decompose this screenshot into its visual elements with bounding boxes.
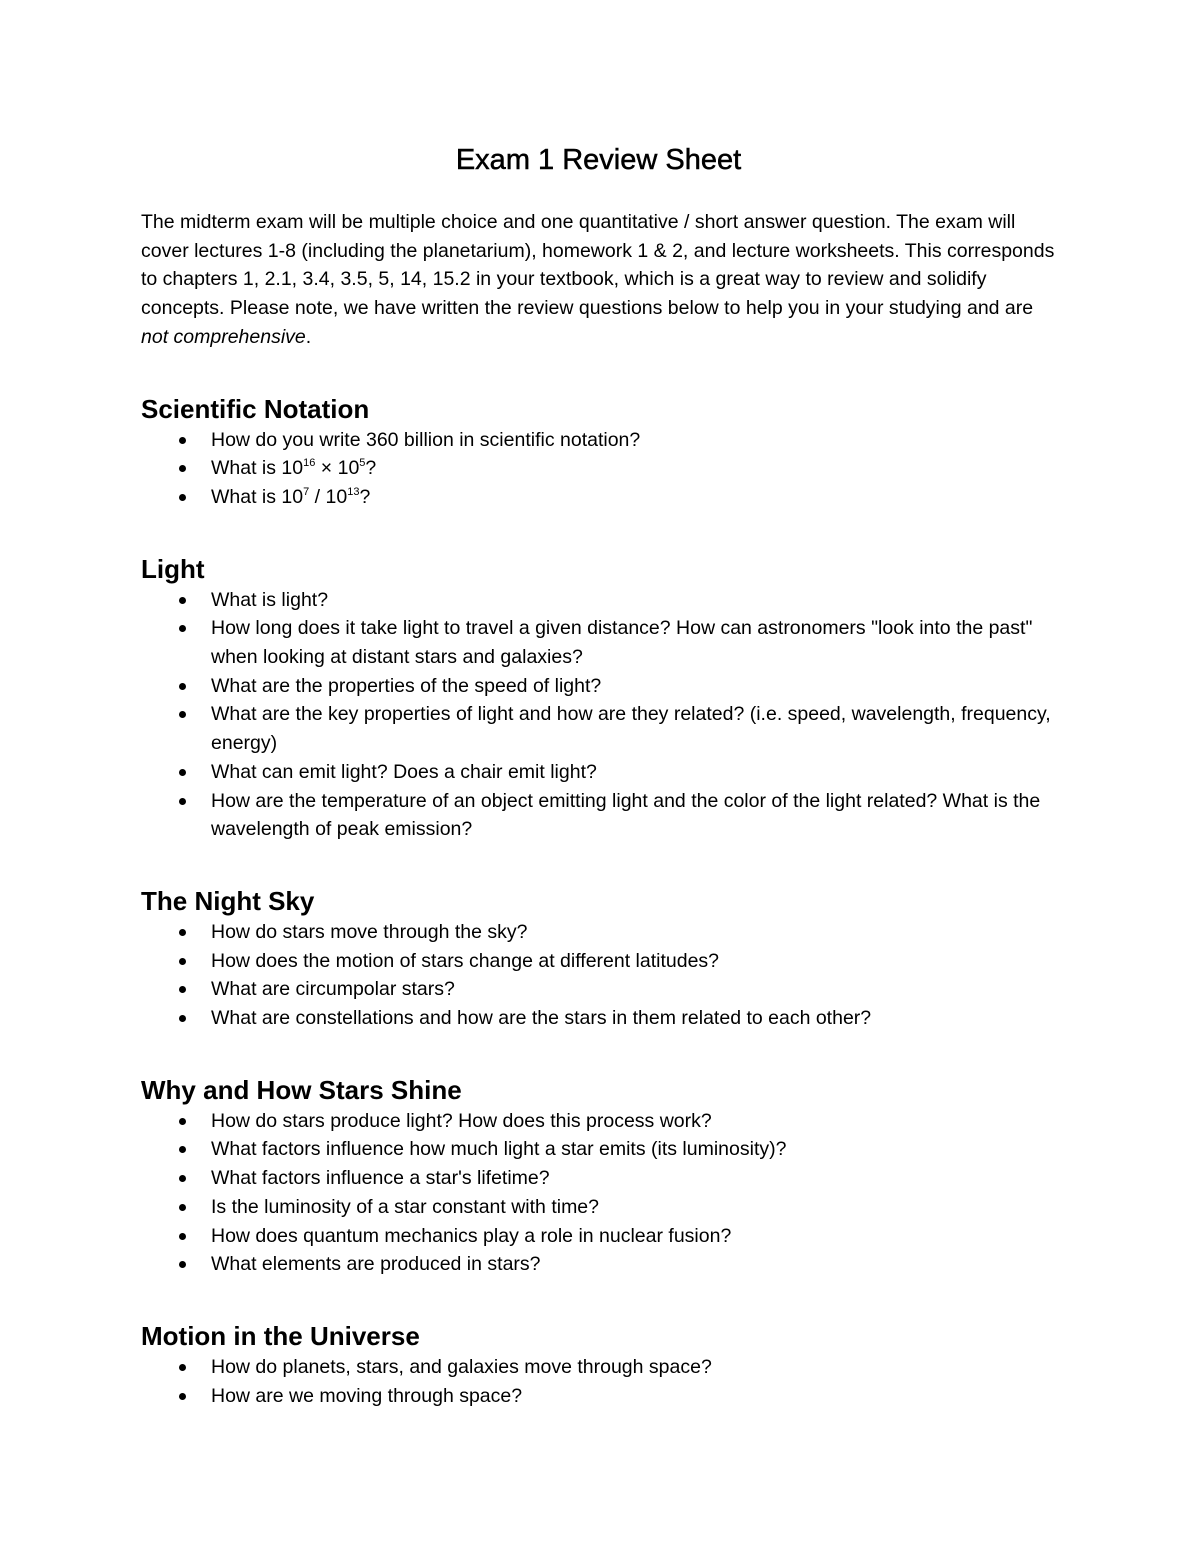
section-heading: Why and How Stars Shine xyxy=(141,1074,462,1105)
section-light xyxy=(141,552,1056,844)
exponent: 13 xyxy=(347,485,360,498)
bullet-icon xyxy=(179,769,186,776)
bullet-icon xyxy=(179,1233,186,1240)
question-fragment: × 10 xyxy=(315,457,360,480)
list-item xyxy=(141,1164,1056,1193)
question-fragment: What is 10 xyxy=(211,457,304,480)
list-item xyxy=(141,1004,1056,1033)
bullet-icon xyxy=(179,798,186,805)
bullet-icon xyxy=(179,1146,186,1153)
bullet-icon xyxy=(179,1364,186,1371)
bullet-icon xyxy=(179,929,186,936)
question-list xyxy=(141,426,1056,512)
list-item xyxy=(141,1250,1056,1279)
list-item xyxy=(141,787,1056,844)
question-text: How do stars produce light? How does this process work? xyxy=(211,1109,712,1132)
intro-emphasis: not comprehensive xyxy=(141,325,306,348)
question-text: How are we moving through space? xyxy=(211,1384,523,1407)
list-item xyxy=(141,483,1056,512)
question-text: What are constellations and how are the stars in them related to each other? xyxy=(211,1007,872,1030)
list-item xyxy=(141,426,1056,455)
section-heading: Motion in the Universe xyxy=(141,1320,420,1351)
bullet-icon xyxy=(179,958,186,965)
bullet-icon xyxy=(179,597,186,604)
bullet-icon xyxy=(179,1261,186,1268)
question-text: What elements are produced in stars? xyxy=(211,1253,541,1276)
intro-text: The midterm exam will be multiple choice and one quantitative / short answer question. The exam will cover lectures 1-8 (including the planetarium), homework 1 & 2, and lecture worksheets. This corresponds to chapters 1, 2.1, 3.4, 3.5, 5, 14, 15.2 in your textbook, which is a great way to review and solidify concepts. Please note, we have written the review questions below to help you in your studying and are xyxy=(141,211,1055,320)
exponent: 5 xyxy=(359,457,366,470)
bullet-icon xyxy=(179,437,186,444)
bullet-icon xyxy=(179,625,186,632)
question-text: How does quantum mechanics play a role in nuclear fusion? xyxy=(211,1224,732,1247)
bullet-icon xyxy=(179,711,186,718)
exponent: 7 xyxy=(303,485,310,498)
exponent: 16 xyxy=(303,457,316,470)
question-fragment: / 10 xyxy=(309,485,348,508)
bullet-icon xyxy=(179,1204,186,1211)
page-title: Exam 1 Review Sheet xyxy=(455,144,742,176)
list-item xyxy=(141,947,1056,976)
section-heading: Scientific Notation xyxy=(141,393,370,424)
bullet-icon xyxy=(179,1393,186,1400)
section-scientific-notation xyxy=(141,392,1056,512)
section-heading: The Night Sky xyxy=(141,885,315,916)
question-text: What can emit light? Does a chair emit light? xyxy=(211,760,597,783)
question-fragment: What is 10 xyxy=(211,485,304,508)
list-item xyxy=(141,1222,1056,1251)
intro-end: . xyxy=(305,325,312,348)
question-list xyxy=(141,1353,1056,1410)
question-text: How do planets, stars, and galaxies move through space? xyxy=(211,1355,712,1378)
question-text: What are the key properties of light and how are they related? (i.e. speed, wavelength, frequency, energy) xyxy=(211,703,1051,755)
bullet-icon xyxy=(179,494,186,501)
question-text: What are circumpolar stars? xyxy=(211,978,455,1001)
bullet-icon xyxy=(179,1015,186,1022)
question-text: How do you write 360 billion in scientific notation? xyxy=(211,428,641,451)
section-stars-shine xyxy=(141,1073,1056,1279)
section-night-sky xyxy=(141,884,1056,1033)
question-text-rendered xyxy=(211,457,376,479)
list-item xyxy=(141,1107,1056,1136)
document-content xyxy=(141,140,1056,1410)
section-heading: Light xyxy=(141,553,205,584)
question-text: How are the temperature of an object emitting light and the color of the light related? What is the wavelength of peak emission? xyxy=(211,789,1041,841)
bullet-icon xyxy=(179,1118,186,1125)
question-fragment: ? xyxy=(359,485,371,508)
bullet-icon xyxy=(179,986,186,993)
question-text: How do stars move through the sky? xyxy=(211,920,528,943)
list-item xyxy=(141,1382,1056,1411)
intro-paragraph xyxy=(141,208,1056,352)
list-item xyxy=(141,758,1056,787)
list-item xyxy=(141,1193,1056,1222)
list-item xyxy=(141,614,1056,671)
list-item xyxy=(141,1353,1056,1382)
question-list xyxy=(141,1107,1056,1279)
list-item xyxy=(141,975,1056,1004)
question-text: What factors influence how much light a star emits (its luminosity)? xyxy=(211,1138,787,1161)
list-item xyxy=(141,672,1056,701)
section-motion-universe xyxy=(141,1319,1056,1410)
bullet-icon xyxy=(179,683,186,690)
bullet-icon xyxy=(179,465,186,472)
question-list xyxy=(141,586,1056,844)
list-item xyxy=(141,918,1056,947)
question-text: What are the properties of the speed of light? xyxy=(211,674,602,697)
question-text-rendered xyxy=(211,486,370,508)
question-text: How does the motion of stars change at different latitudes? xyxy=(211,949,720,972)
list-item xyxy=(141,700,1056,757)
list-item xyxy=(141,586,1056,615)
question-list xyxy=(141,918,1056,1033)
list-item xyxy=(141,1135,1056,1164)
question-text: Is the luminosity of a star constant with time? xyxy=(211,1195,600,1218)
list-item xyxy=(141,454,1056,483)
question-fragment: ? xyxy=(365,457,377,480)
question-text: What is light? xyxy=(211,588,329,611)
bullet-icon xyxy=(179,1175,186,1182)
question-text: How long does it take light to travel a given distance? How can astronomers "look into the past" when looking at distant stars and galaxies? xyxy=(211,617,1033,669)
question-text: What factors influence a star's lifetime? xyxy=(211,1167,550,1190)
